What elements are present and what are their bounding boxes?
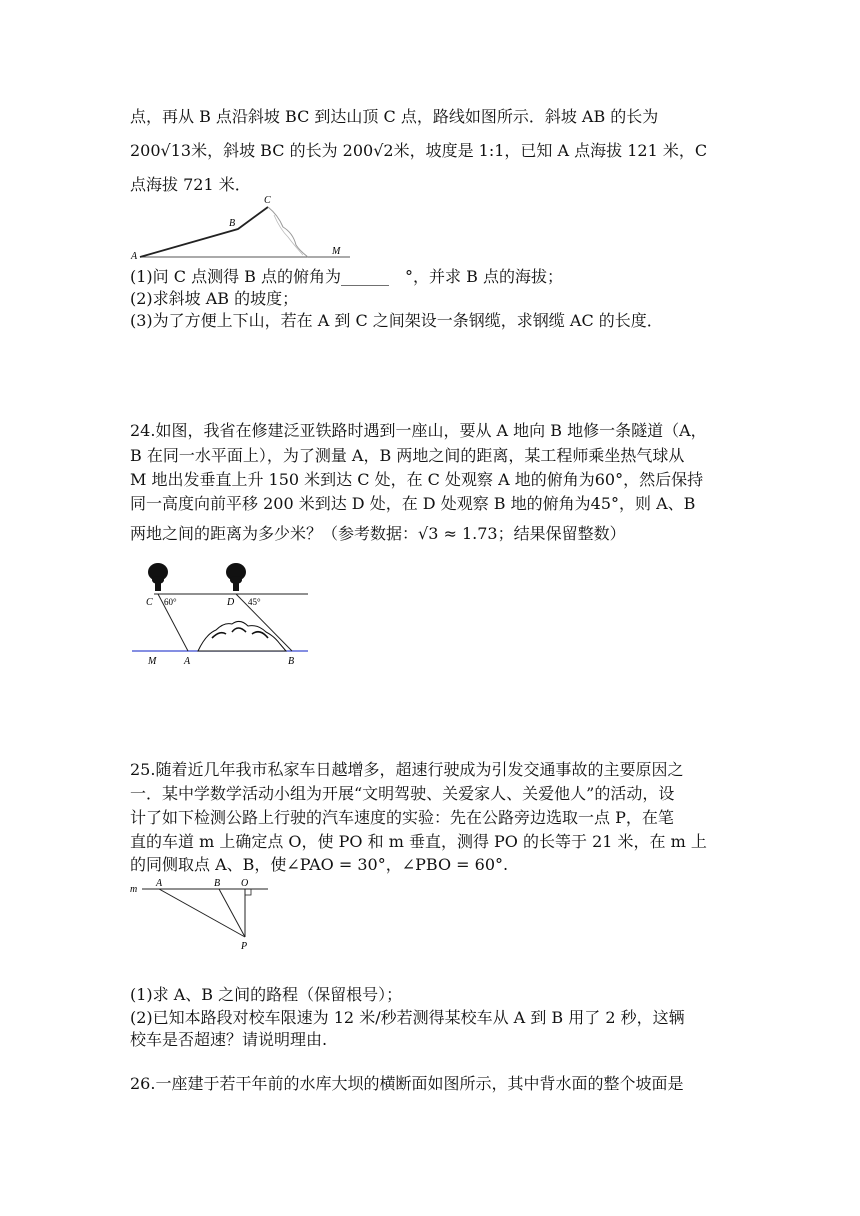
angle-d-label: 45° bbox=[248, 597, 261, 607]
label-D: D bbox=[227, 597, 235, 608]
q23-part-2: (2)求斜坡 AB 的坡度； bbox=[130, 289, 299, 308]
balloon-icon-d bbox=[226, 563, 246, 591]
label-C: C bbox=[146, 597, 153, 608]
q24-balloon-figure bbox=[128, 558, 313, 668]
q25-part-3: 校车是否超速？请说明理由. bbox=[130, 1030, 328, 1049]
balloon-icon-c bbox=[148, 563, 168, 591]
label-M: M bbox=[332, 246, 341, 257]
q25-line-3: 计了如下检测公路上行驶的汽车速度的实验：先在公路旁边选取一点 P，在笔 bbox=[130, 808, 674, 827]
q23-line-2: 200√13米，斜坡 BC 的长为 200√2米，坡度是 1:1，已知 A 点海拔 121 米，C bbox=[130, 141, 708, 160]
label-B: B bbox=[229, 218, 236, 229]
q23-mountain-figure bbox=[128, 193, 353, 263]
q25-line-1: 25.随着近几年我市私家车日越增多，超速行驶成为引发交通事故的主要原因之 bbox=[130, 760, 684, 779]
q23-line-3: 点海拔 721 米． bbox=[130, 175, 251, 194]
label-M: M bbox=[148, 656, 157, 667]
q25-part-2: (2)已知本路段对校车限速为 12 米/秒若测得某校车从 A 到 B 用了 2 秒，这辆 bbox=[130, 1008, 685, 1027]
mountain-outline bbox=[268, 207, 308, 257]
q23-line-1: 点，再从 B 点沿斜坡 BC 到达山顶 C 点，路线如图所示．斜坡 AB 的长为 bbox=[130, 107, 659, 126]
q25-road-figure bbox=[128, 875, 273, 955]
q26-line-1: 26.一座建于若干年前的水库大坝的横断面如图所示，其中背水面的整个坡面是 bbox=[130, 1074, 684, 1093]
q23-part-3: (3)为了方便上下山，若在 A 到 C 之间架设一条钢缆，求钢缆 AC 的长度． bbox=[130, 311, 663, 330]
q25-part-1: (1)求 A、B 之间的路程（保留根号）； bbox=[130, 985, 403, 1004]
label-O: O bbox=[241, 878, 249, 889]
q24-line-2: B 在同一水平面上），为了测量 A，B 两地之间的距离，某工程师乘坐热气球从 bbox=[130, 446, 685, 465]
q25-line-5: 的同侧取点 A、B，使∠PAO = 30°，∠PBO = 60°. bbox=[130, 855, 509, 874]
label-B: B bbox=[288, 656, 295, 667]
label-P: P bbox=[241, 941, 248, 952]
angle-c-label: 60° bbox=[164, 597, 177, 607]
slope-path bbox=[140, 207, 268, 257]
q25-line-2: 一．某中学数学活动小组为开展“文明驾驶、关爱家人、关爱他人”的活动，设 bbox=[130, 784, 675, 803]
label-A: A bbox=[156, 878, 163, 889]
label-A: A bbox=[184, 656, 191, 667]
q25-line-4: 直的车道 m 上确定点 O，使 PO 和 m 垂直，测得 PO 的长等于 21 米，在 m 上 bbox=[130, 832, 707, 851]
label-A: A bbox=[131, 251, 138, 262]
q24-line-1: 24.如图，我省在修建泛亚铁路时遇到一座山，要从 A 地向 B 地修一条隧道（A， bbox=[130, 421, 707, 440]
q24-line-5: 两地之间的距离为多少米？（参考数据：√3 ≈ 1.73；结果保留整数） bbox=[130, 524, 626, 543]
q24-line-3: M 地出发垂直上升 150 米到达 C 处，在 C 处观察 A 地的俯角为60°，然后保持 bbox=[130, 470, 704, 489]
label-B: B bbox=[214, 878, 221, 889]
label-C: C bbox=[264, 195, 271, 206]
q24-line-4: 同一高度向前平移 200 米到达 D 处，在 D 处观察 B 地的俯角为45°，则 A、B bbox=[130, 494, 696, 513]
label-m: m bbox=[130, 884, 138, 895]
q23-part-1: (1)问 C 点测得 B 点的俯角为______ °，并求 B 点的海拔； bbox=[130, 267, 563, 286]
